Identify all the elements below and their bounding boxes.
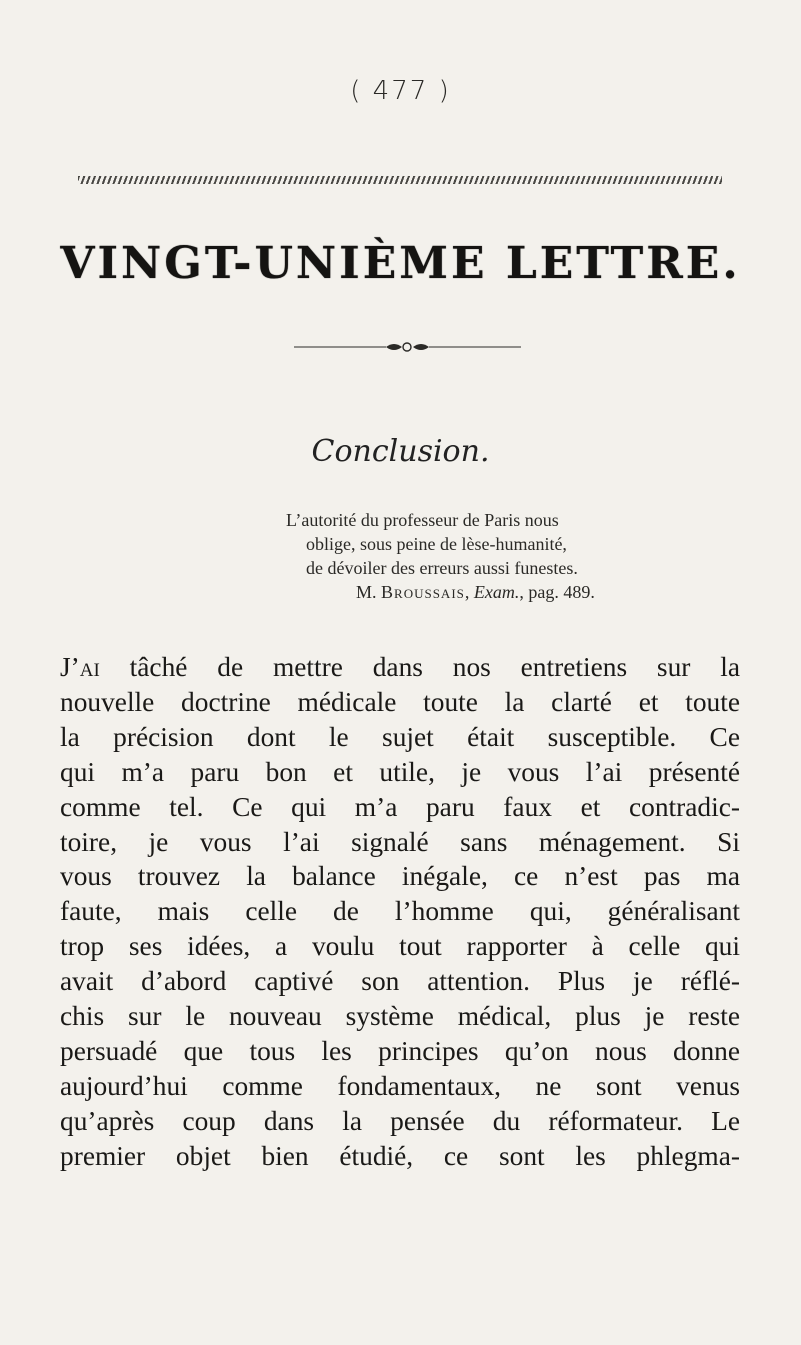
body-line: faute, mais celle de l’homme qui, généralisant	[60, 896, 740, 927]
epigraph-line: oblige, sous peine de lèse-humanité,	[306, 534, 567, 554]
body-line: aujourd’hui comme fondamentaux, ne sont venus	[60, 1070, 740, 1101]
body-text	[60, 650, 740, 1174]
attribution-work: Exam.	[473, 582, 520, 602]
body-line: qui m’a paru bon et utile, je vous l’ai présenté	[60, 756, 740, 787]
body-line: persuadé que tous les principes qu’on nous donne	[60, 1035, 740, 1066]
body-line: premier objet bien étudié, ce sont les phlegma-	[60, 1140, 740, 1171]
attribution-prefix: M.	[356, 582, 382, 602]
body-line: qu’après coup dans la pensée du réformateur. Le	[60, 1105, 740, 1136]
body-line: chis sur le nouveau système médical, plus je reste	[60, 1001, 740, 1032]
body-line: toire, je vous l’ai signalé sans ménagement. Si	[60, 826, 740, 857]
attribution-author: Broussais	[381, 582, 465, 602]
body-line: comme tel. Ce qui m’a paru faux et contradic-	[60, 791, 740, 822]
page-number: ( 477 )	[350, 76, 451, 106]
chapter-title: VINGT-UNIÈME LETTRE.	[60, 238, 741, 289]
opening-word: J’ai	[60, 652, 100, 682]
epigraph-line: de dévoiler des erreurs aussi funestes.	[306, 558, 578, 578]
attribution-separator: ,	[464, 582, 474, 602]
epigraph-attribution	[286, 580, 726, 604]
section-subtitle: Conclusion.	[311, 434, 490, 469]
body-line: trop ses idées, a voulu tout rapporter à celle qui	[60, 931, 740, 962]
body-line: la précision dont le sujet était susceptible. Ce	[60, 721, 740, 752]
ornamental-rule	[78, 176, 722, 184]
body-line: vous trouvez la balance inégale, ce n’est pas ma	[60, 861, 740, 892]
body-line-text: tâché de mettre dans nos entretiens sur la	[99, 652, 740, 682]
body-line: avait d’abord captivé son attention. Plus je réflé-	[60, 966, 740, 997]
body-line: nouvelle doctrine médicale toute la clarté et toute	[60, 686, 740, 717]
decorative-flourish-icon	[294, 339, 521, 355]
epigraph-line: L’autorité du professeur de Paris nous	[286, 510, 559, 530]
epigraph	[286, 508, 726, 604]
body-line	[60, 650, 740, 685]
attribution-page: , pag. 489.	[519, 582, 595, 602]
